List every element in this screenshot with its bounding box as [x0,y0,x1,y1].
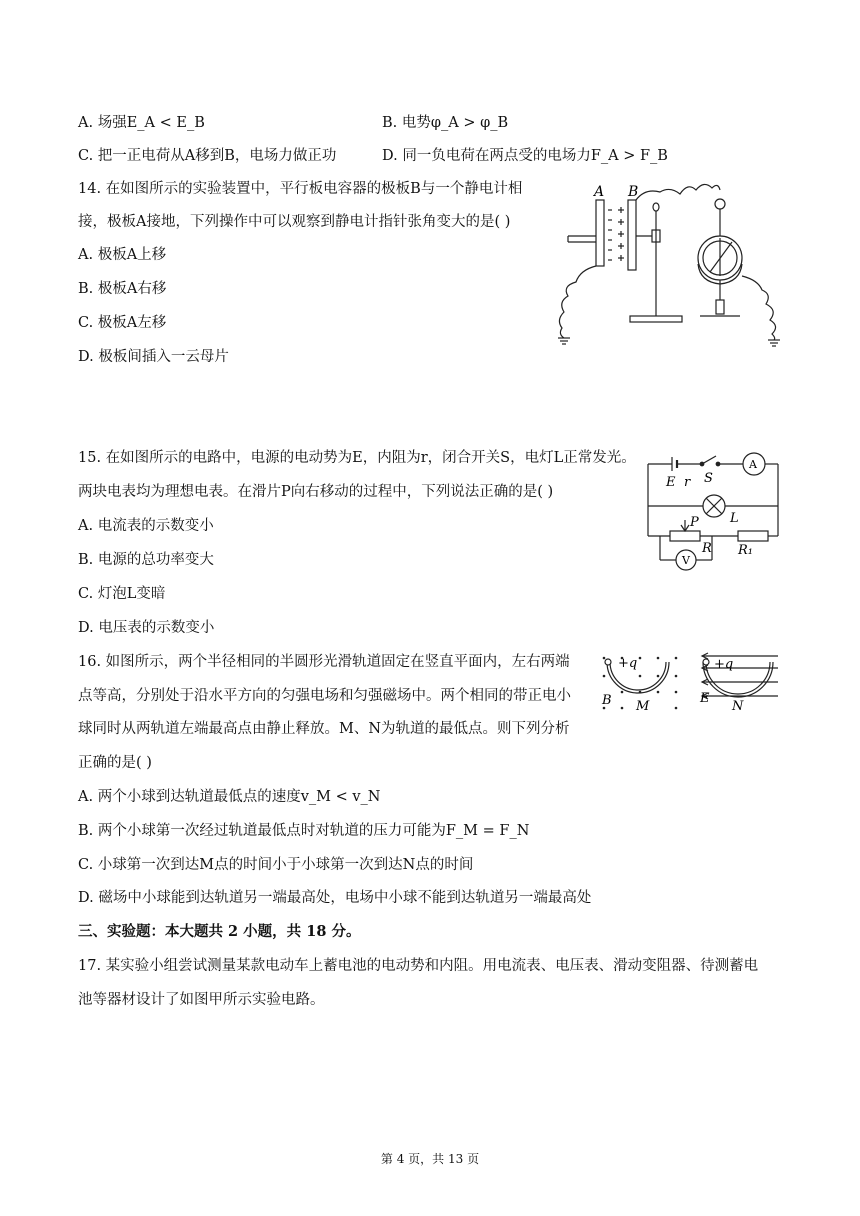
q16-option-a: A. 两个小球到达轨道最低点的速度v_M < v_N [78,789,381,805]
section-heading: 三、实验题：本大题共 2 小题，共 18 分。 [78,923,361,940]
point-n-label: N [732,699,744,714]
ammeter-label: A [749,458,757,471]
plate-b-label: B [628,184,639,200]
q14-option-b: B. 极板A右移 [78,281,167,297]
q16-stem-line-4: 正确的是( ) [78,755,152,771]
q15-stem-line-1: 15. 在如图所示的电路中，电源的电动势为E，内阻为r，闭合开关S，电灯L正常发光。 [78,450,636,466]
plate-a-label: A [594,184,605,200]
q16-option-c: C. 小球第一次到达M点的时间小于小球第一次到达N点的时间 [78,857,474,873]
q14-stem-line-1: 14. 在如图所示的实验装置中，平行板电容器的极板B与一个静电计相 [78,181,523,197]
q15-option-a: A. 电流表的示数变小 [78,518,214,534]
q17-stem-line-2: 池等器材设计了如图甲所示实验电路。 [78,992,325,1008]
q17-stem-line-1: 17. 某实验小组尝试测量某款电动车上蓄电池的电动势和内阻。用电流表、电压表、滑动变阻器、待测蓄电 [78,958,759,974]
q15-option-c: C. 灯泡L变暗 [78,586,166,602]
resistor-r1-label: R₁ [738,543,753,558]
q14-option-c: C. 极板A左移 [78,315,167,331]
charge-q-right-label: +q [714,657,734,672]
semicircle-tracks-figure [598,652,782,714]
switch-label: S [704,471,713,486]
electric-field-e-label: E [700,691,710,706]
q13-option-b: B. 电势φ_A > φ_B [382,115,509,131]
slider-label: P [690,515,699,530]
q16-option-b: B. 两个小球第一次经过轨道最低点时对轨道的压力可能为F_M = F_N [78,823,530,839]
charge-q-left-label: +q [618,656,638,671]
q16-stem-line-1: 16. 如图所示，两个半径相同的半圆形光滑轨道固定在竖直平面内，左右两端 [78,654,570,670]
q16-option-d: D. 磁场中小球能到达轨道另一端最高处，电场中小球不能到达轨道另一端最高处 [78,890,592,906]
rheostat-label: R [702,541,712,556]
capacitor-electroscope-figure [550,178,790,350]
circuit-figure [640,452,790,576]
point-m-label: M [636,699,650,714]
lamp-label: L [730,511,739,526]
voltmeter-label: V [682,554,690,567]
q15-stem-line-2: 两块电表均为理想电表。在滑片P向右移动的过程中，下列说法正确的是( ) [78,484,554,500]
magnetic-field-b-label: B [602,693,612,708]
q14-option-a: A. 极板A上移 [78,247,167,263]
q16-stem-line-3: 球同时从两轨道左端最高点由静止释放。M、N为轨道的最低点。则下列分析 [78,721,570,737]
q14-stem-line-2: 接，极板A接地，下列操作中可以观察到静电计指针张角变大的是( ) [78,214,511,230]
q13-option-c: C. 把一正电荷从A移到B，电场力做正功 [78,148,337,164]
q16-stem-line-2: 点等高，分别处于沿水平方向的匀强电场和匀强磁场中。两个相同的带正电小 [78,688,571,704]
q13-option-d: D. 同一负电荷在两点受的电场力F_A > F_B [382,148,668,164]
page-number-footer: 第 4 页，共 13 页 [380,1152,480,1166]
q14-option-d: D. 极板间插入一云母片 [78,349,229,365]
internal-resistance-label: r [684,475,691,490]
q13-option-a: A. 场强E_A < E_B [78,115,205,131]
emf-label: E [666,475,676,490]
q15-option-b: B. 电源的总功率变大 [78,552,214,568]
q15-option-d: D. 电压表的示数变小 [78,620,215,636]
